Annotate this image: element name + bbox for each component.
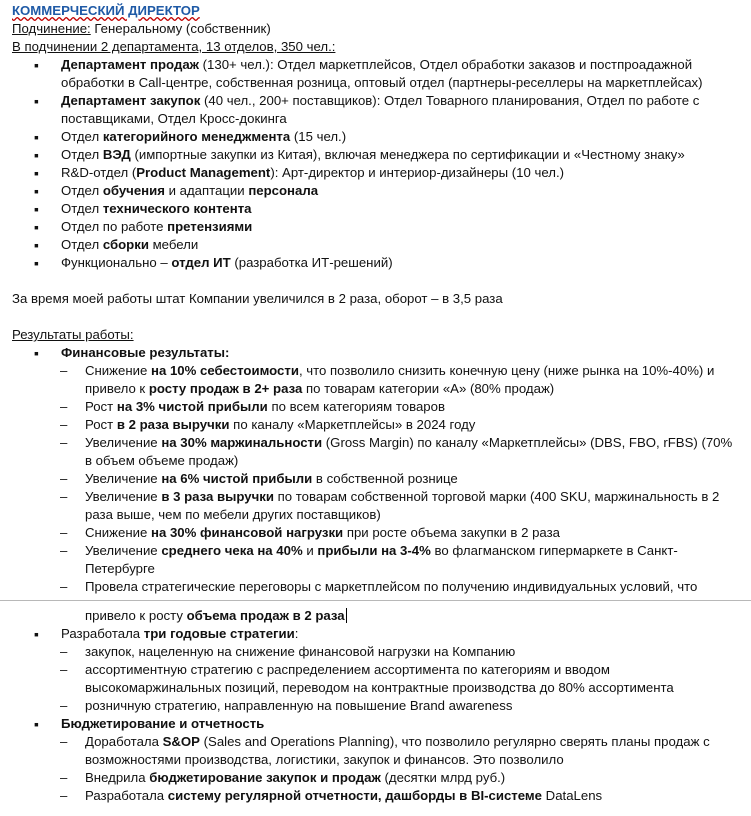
list-item (12, 787, 742, 805)
text-cursor (346, 608, 347, 623)
item-bold: S&OP (162, 734, 200, 749)
item-text: во флагманском гипермаркете в Санкт-Петербурге (85, 543, 678, 576)
growth-note: За время моей работы штат Компании увеличился в 2 раза, оборот – в 3,5 раза (12, 291, 503, 306)
results-label: Результаты работы: (12, 327, 134, 342)
spacer (12, 308, 742, 326)
item-text: Отдел (61, 237, 103, 252)
item-text: по всем категориям товаров (267, 399, 445, 414)
list-item (12, 434, 742, 470)
item-bold: обучения (102, 183, 165, 198)
item-text: Рост (85, 399, 117, 414)
item-text: и адаптации (164, 183, 249, 198)
item-text: DataLens (542, 788, 603, 803)
list-item (12, 416, 742, 434)
item-text: Отдел (61, 147, 103, 162)
document-body (12, 0, 742, 805)
heading-text: Бюджетирование и отчетность (61, 716, 265, 731)
item-text: ): Арт-директор и интериор-дизайнеры (10 чел.) (270, 165, 565, 180)
item-bold: ВЭД (102, 147, 131, 162)
list-item (12, 470, 742, 488)
list-item (12, 398, 742, 416)
item-text: при росте объема закупки в 2 раза (343, 525, 560, 540)
item-text: Увеличение (85, 543, 162, 558)
item-text: Отдел по работе (61, 219, 168, 234)
list-item (12, 56, 742, 92)
item-text: Отдел (61, 201, 103, 216)
list-item: – розничную стратегию, направленную на повышение Brand awareness (12, 697, 742, 715)
item-text: Увеличение (85, 435, 162, 450)
item-text: R&D-отдел ( (61, 165, 137, 180)
item-text: Отдел (61, 183, 103, 198)
continuation-line[interactable] (12, 607, 742, 625)
item-text: Увеличение (85, 489, 162, 504)
item-bold: Product Management (136, 165, 271, 180)
list-item (12, 146, 742, 164)
item-text: Снижение (85, 525, 151, 540)
item-text: Рост (85, 417, 117, 432)
item-bold: росту продаж в 2+ раза (148, 381, 303, 396)
item-bold: на 10% себестоимости (150, 363, 299, 378)
subordination-value: Генеральному (собственник) (90, 21, 271, 36)
item-bold: персонала (248, 183, 319, 198)
list-item: – закупок, нацеленную на снижение финансовой нагрузки на Компанию (12, 643, 742, 661)
item-text: (130+ чел.): Отдел маркетплейсов, Отдел обработки заказов и постпроадажной обработки в Call-центре, собственная розница, оптовый отдел (партнеры-реселлеры на маркетплейсах) (61, 57, 703, 90)
item-text: : (294, 626, 299, 641)
page-break-line (0, 600, 751, 601)
list-item: – ассортиментную стратегию с распределением ассортимента по категориям и вводом высокомаржинальных позиций, переводом на контрактные производства до 80% ассортимента (12, 661, 742, 697)
item-bold: Департамент закупок (61, 93, 201, 108)
budgeting-heading (12, 715, 742, 733)
item-bold: на 30% маржинальности (161, 435, 323, 450)
item-bold: объема продаж в 2 раза (186, 608, 345, 623)
item-bold: претензиями (167, 219, 253, 234)
list-item (12, 524, 742, 542)
list-item (12, 254, 742, 272)
item-text: Функционально – (61, 255, 172, 270)
list-item (12, 128, 742, 146)
list-item (12, 488, 742, 524)
item-text: по каналу «Маркетплейсы» в 2024 году (229, 417, 476, 432)
list-item (12, 769, 742, 787)
item-text: (импортные закупки из Китая), включая менеджера по сертификации и «Честному знаку» (130, 147, 685, 162)
strategies-heading (12, 625, 742, 643)
subordination-line (12, 20, 742, 38)
item-text: (Sales and Operations Planning), что позволило регулярно сверять планы продаж с возможностями производства, логистики, закупок и финансов. Это позволило (85, 734, 710, 767)
item-text: привело к росту (85, 608, 187, 623)
list-item (12, 578, 742, 596)
item-text: Разработала (61, 626, 144, 641)
financial-list (12, 362, 742, 596)
budgeting-list (12, 733, 742, 805)
item-text: Внедрила (85, 770, 150, 785)
list-item (12, 92, 742, 128)
item-bold: три годовые стратегии (143, 626, 295, 641)
heading-text: Финансовые результаты: (61, 345, 230, 360)
list-item (12, 236, 742, 254)
departments-list (12, 56, 742, 272)
item-text: (15 чел.) (290, 129, 347, 144)
list-item (12, 362, 742, 398)
job-title: КОММЕРЧЕСКИЙ ДИРЕКТОР (12, 3, 200, 18)
item-text: (40 чел., 200+ поставщиков): Отдел Товарного планирования, Отдел по работе с поставщиками, Отдел Кросс-докинга (61, 93, 700, 126)
list-item (12, 542, 742, 578)
list-item (12, 182, 742, 200)
item-text: (Gross Margin) по каналу «Маркетплейсы» (DBS, FBO, rFBS) (70% в объем объеме продаж) (85, 435, 733, 468)
item-text: мебели (148, 237, 199, 252)
item-bold: технического контента (102, 201, 252, 216)
reports-label: В подчинении 2 департамента, 13 отделов, 350 чел.: (12, 39, 336, 54)
item-text: и (302, 543, 318, 558)
item-bold: сборки (102, 237, 149, 252)
item-text: (десятки млрд руб.) (380, 770, 506, 785)
item-text: (разработка ИТ-решений) (230, 255, 393, 270)
item-bold: в 3 раза выручки (161, 489, 274, 504)
list-item (12, 200, 742, 218)
strategies-list (12, 643, 742, 715)
item-text: по товарам категории «А» (80% продаж) (302, 381, 555, 396)
item-bold: на 6% чистой прибыли (161, 471, 313, 486)
item-bold: Департамент продаж (61, 57, 199, 72)
item-text: по товарам собственной торговой марки (400 SKU, маржинальность в 2 раза выше, чем по мебели других поставщиков) (85, 489, 720, 522)
item-text: , что позволило снизить конечную цену (ниже рынка на 10%-40%) и привело к (85, 363, 715, 396)
item-bold: среднего чека на 40% (161, 543, 303, 558)
item-text: Провела стратегические переговоры с маркетплейсом по получению индивидуальных условий, что (85, 579, 698, 594)
item-text: Доработала (85, 734, 163, 749)
financial-heading (12, 344, 742, 362)
item-bold: на 3% чистой прибыли (116, 399, 268, 414)
item-bold: отдел ИТ (171, 255, 231, 270)
item-text: Снижение (85, 363, 151, 378)
item-bold: прибыли на 3-4% (317, 543, 431, 558)
item-text: Увеличение (85, 471, 162, 486)
item-bold: бюджетирование закупок и продаж (149, 770, 381, 785)
list-item (12, 733, 742, 769)
item-bold: на 30% финансовой нагрузки (150, 525, 344, 540)
item-text: в собственной рознице (312, 471, 458, 486)
list-item (12, 164, 742, 182)
item-bold: систему регулярной отчетности, дашборды в BI-системе (167, 788, 543, 803)
spacer (12, 272, 742, 290)
item-text: Разработала (85, 788, 168, 803)
list-item (12, 218, 742, 236)
item-bold: в 2 раза выручки (116, 417, 230, 432)
item-bold: категорийного менеджмента (102, 129, 291, 144)
subordination-label: Подчинение: (12, 21, 91, 36)
item-text: Отдел (61, 129, 103, 144)
